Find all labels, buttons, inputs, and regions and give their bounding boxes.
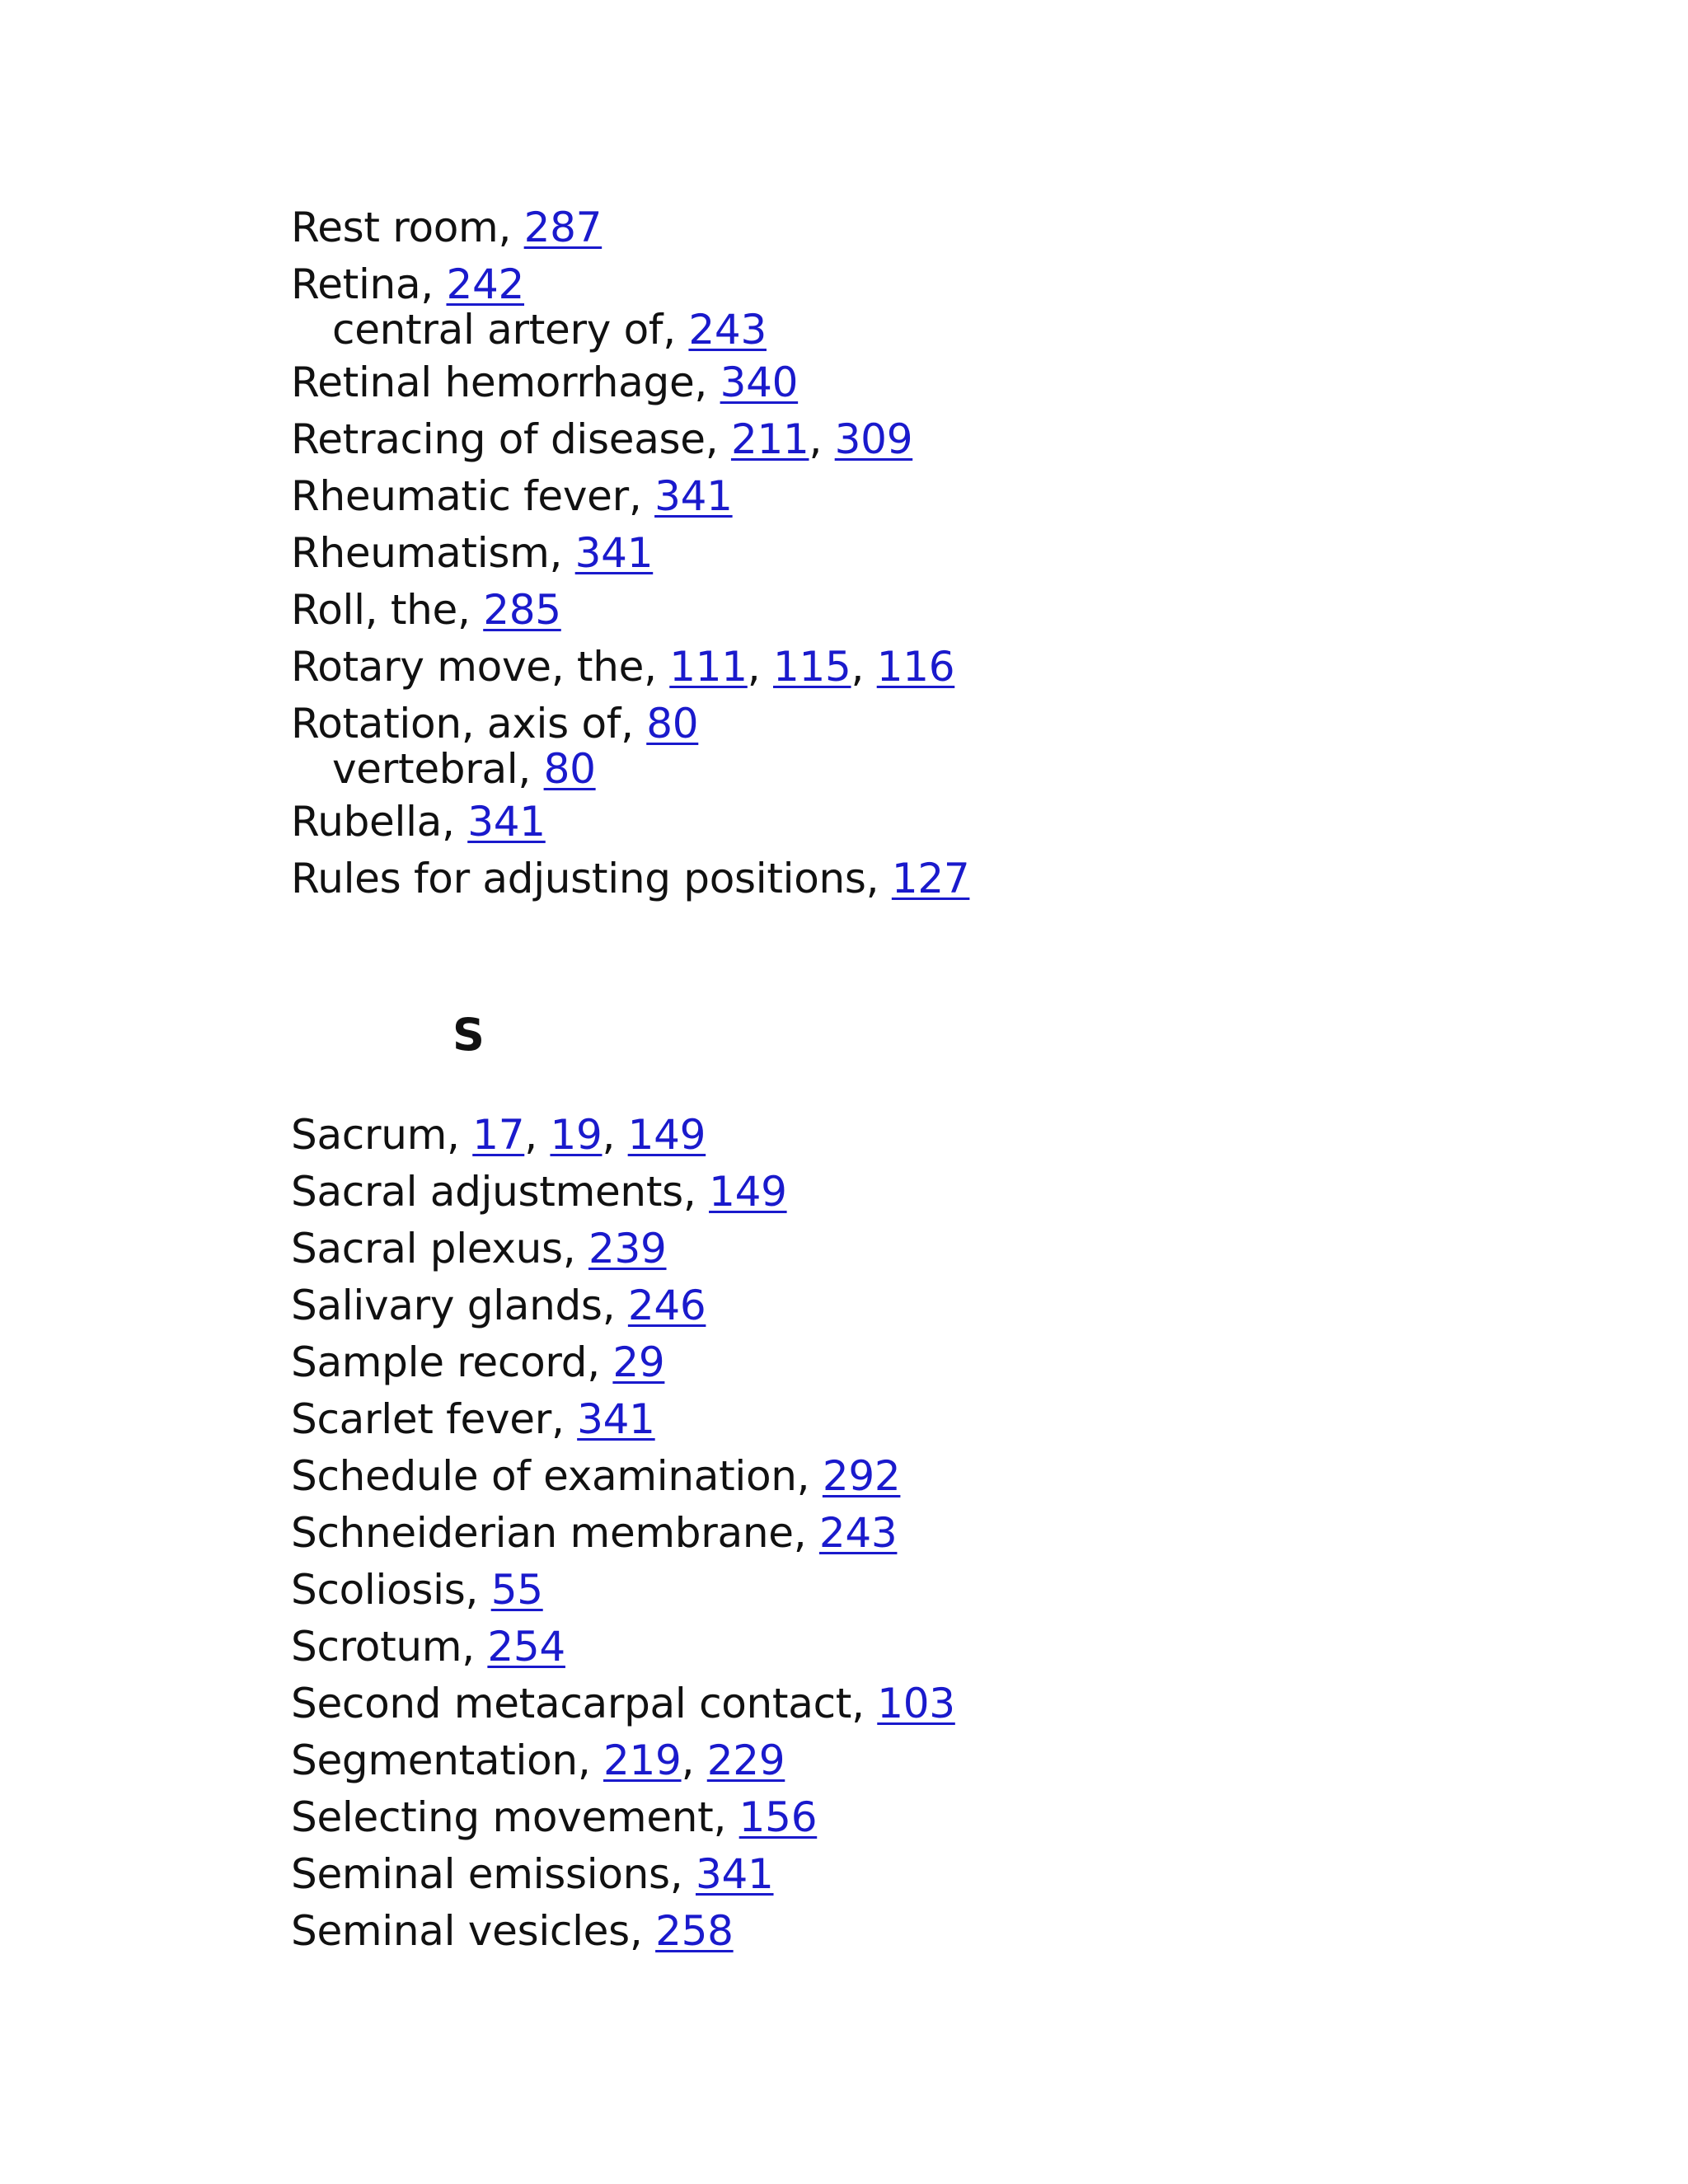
index-entry: Rotation, axis of, 80 bbox=[291, 700, 699, 748]
page-link[interactable]: 149 bbox=[709, 1168, 787, 1216]
index-entry: Scoliosis, 55 bbox=[291, 1566, 543, 1614]
index-term: Sample record bbox=[291, 1338, 588, 1386]
index-entry: Salivary glands, 246 bbox=[291, 1282, 706, 1329]
page-link[interactable]: 243 bbox=[688, 306, 767, 354]
page-link[interactable]: 340 bbox=[720, 359, 799, 406]
page-link[interactable]: 55 bbox=[490, 1566, 543, 1614]
page-link[interactable]: 156 bbox=[738, 1793, 818, 1841]
index-term: Sacrum bbox=[291, 1111, 448, 1159]
index-term: Roll, the bbox=[291, 586, 458, 634]
index-term: Rheumatic fever bbox=[291, 472, 629, 520]
index-entry: Sample record, 29 bbox=[291, 1338, 665, 1386]
page-link[interactable]: 29 bbox=[612, 1338, 665, 1386]
page-link[interactable]: 111 bbox=[669, 643, 748, 691]
page-link[interactable]: 246 bbox=[627, 1282, 706, 1329]
page-link[interactable]: 80 bbox=[543, 745, 596, 793]
page-link[interactable]: 115 bbox=[772, 643, 851, 691]
index-subentry: central artery of, 243 bbox=[332, 306, 767, 354]
page-link[interactable]: 309 bbox=[834, 415, 913, 463]
index-entry: Seminal vesicles, 258 bbox=[291, 1907, 734, 1955]
index-entry: Rules for adjusting positions, 127 bbox=[291, 855, 970, 902]
index-block-r bbox=[291, 199, 1610, 907]
index-term: Schneiderian membrane bbox=[291, 1509, 794, 1557]
page-link[interactable]: 287 bbox=[523, 204, 603, 251]
index-term: Retina bbox=[291, 260, 421, 308]
page-link[interactable]: 341 bbox=[577, 1395, 655, 1443]
index-entry: Schneiderian membrane, 243 bbox=[291, 1509, 898, 1557]
page-link[interactable]: 341 bbox=[654, 472, 733, 520]
index-entry: Second metacarpal contact, 103 bbox=[291, 1680, 955, 1727]
index-term: Schedule of examination bbox=[291, 1452, 797, 1500]
index-entry: Retinal hemorrhage, 340 bbox=[291, 359, 799, 406]
index-entry: Rest room, 287 bbox=[291, 204, 603, 251]
index-entry: Seminal emissions, 341 bbox=[291, 1850, 774, 1898]
index-entry: Roll, the, 285 bbox=[291, 586, 561, 634]
index-term: Segmentation bbox=[291, 1736, 578, 1784]
index-entry: Sacral plexus, 239 bbox=[291, 1225, 667, 1272]
page-link[interactable]: 243 bbox=[818, 1509, 898, 1557]
index-entry: Rheumatism, 341 bbox=[291, 529, 654, 577]
page-link[interactable]: 285 bbox=[483, 586, 561, 634]
page-link[interactable]: 341 bbox=[695, 1850, 774, 1898]
page-link[interactable]: 258 bbox=[655, 1907, 734, 1955]
page-link[interactable]: 149 bbox=[627, 1111, 706, 1159]
index-entry: Rubella, 341 bbox=[291, 798, 546, 846]
section-heading-s: S bbox=[452, 1009, 485, 1061]
index-entry: Rheumatic fever, 341 bbox=[291, 472, 733, 520]
page-link[interactable]: 242 bbox=[446, 260, 525, 308]
index-term: Rubella bbox=[291, 798, 443, 846]
index-entry: Sacral adjustments, 149 bbox=[291, 1168, 787, 1216]
index-block-s bbox=[291, 1107, 1610, 1960]
index-term: Scoliosis bbox=[291, 1566, 466, 1614]
page-link[interactable]: 254 bbox=[487, 1623, 565, 1671]
index-entry: Retina, 242 bbox=[291, 260, 525, 308]
page-link[interactable]: 341 bbox=[574, 529, 654, 577]
page-link[interactable]: 239 bbox=[588, 1225, 667, 1272]
index-entry: Sacrum, 17, 19, 149 bbox=[291, 1111, 706, 1159]
index-term: Rotation, axis of bbox=[291, 700, 621, 748]
page-link[interactable]: 17 bbox=[472, 1111, 525, 1159]
index-entry: Selecting movement, 156 bbox=[291, 1793, 818, 1841]
index-entry: Schedule of examination, 292 bbox=[291, 1452, 901, 1500]
index-term: Rotary move, the bbox=[291, 643, 645, 691]
index-entry: Segmentation, 219, 229 bbox=[291, 1736, 785, 1784]
page-link[interactable]: 116 bbox=[876, 643, 955, 691]
page-link[interactable]: 341 bbox=[467, 798, 546, 846]
index-term: Sacral adjustments bbox=[291, 1168, 683, 1216]
index-term: Scarlet fever bbox=[291, 1395, 551, 1443]
index-term: Seminal vesicles bbox=[291, 1907, 630, 1955]
page-link[interactable]: 19 bbox=[550, 1111, 603, 1159]
page-link[interactable]: 80 bbox=[646, 700, 699, 748]
index-term: vertebral bbox=[332, 745, 518, 793]
index-entry: Scarlet fever, 341 bbox=[291, 1395, 655, 1443]
index-term: Salivary glands bbox=[291, 1282, 603, 1329]
index-entry: Scrotum, 254 bbox=[291, 1623, 565, 1671]
index-term: Rules for adjusting positions bbox=[291, 855, 866, 902]
index-term: Retinal hemorrhage bbox=[291, 359, 695, 406]
index-entry: Retracing of disease, 211, 309 bbox=[291, 415, 913, 463]
page-link[interactable]: 127 bbox=[891, 855, 970, 902]
index-term: Rest room bbox=[291, 204, 499, 251]
index-term: Sacral plexus bbox=[291, 1225, 563, 1272]
index-term: Selecting movement bbox=[291, 1793, 714, 1841]
index-term: Rheumatism bbox=[291, 529, 550, 577]
index-term: central artery of bbox=[332, 306, 663, 354]
page-link[interactable]: 292 bbox=[822, 1452, 901, 1500]
page-link[interactable]: 103 bbox=[877, 1680, 955, 1727]
index-subentry: vertebral, 80 bbox=[332, 745, 596, 793]
index-term: Retracing of disease bbox=[291, 415, 706, 463]
index-entry: Rotary move, the, 111, 115, 116 bbox=[291, 643, 955, 691]
page-link[interactable]: 211 bbox=[730, 415, 809, 463]
index-term: Scrotum bbox=[291, 1623, 462, 1671]
page-link[interactable]: 219 bbox=[603, 1736, 682, 1784]
index-term: Second metacarpal contact bbox=[291, 1680, 852, 1727]
index-term: Seminal emissions bbox=[291, 1850, 670, 1898]
page-link[interactable]: 229 bbox=[706, 1736, 785, 1784]
